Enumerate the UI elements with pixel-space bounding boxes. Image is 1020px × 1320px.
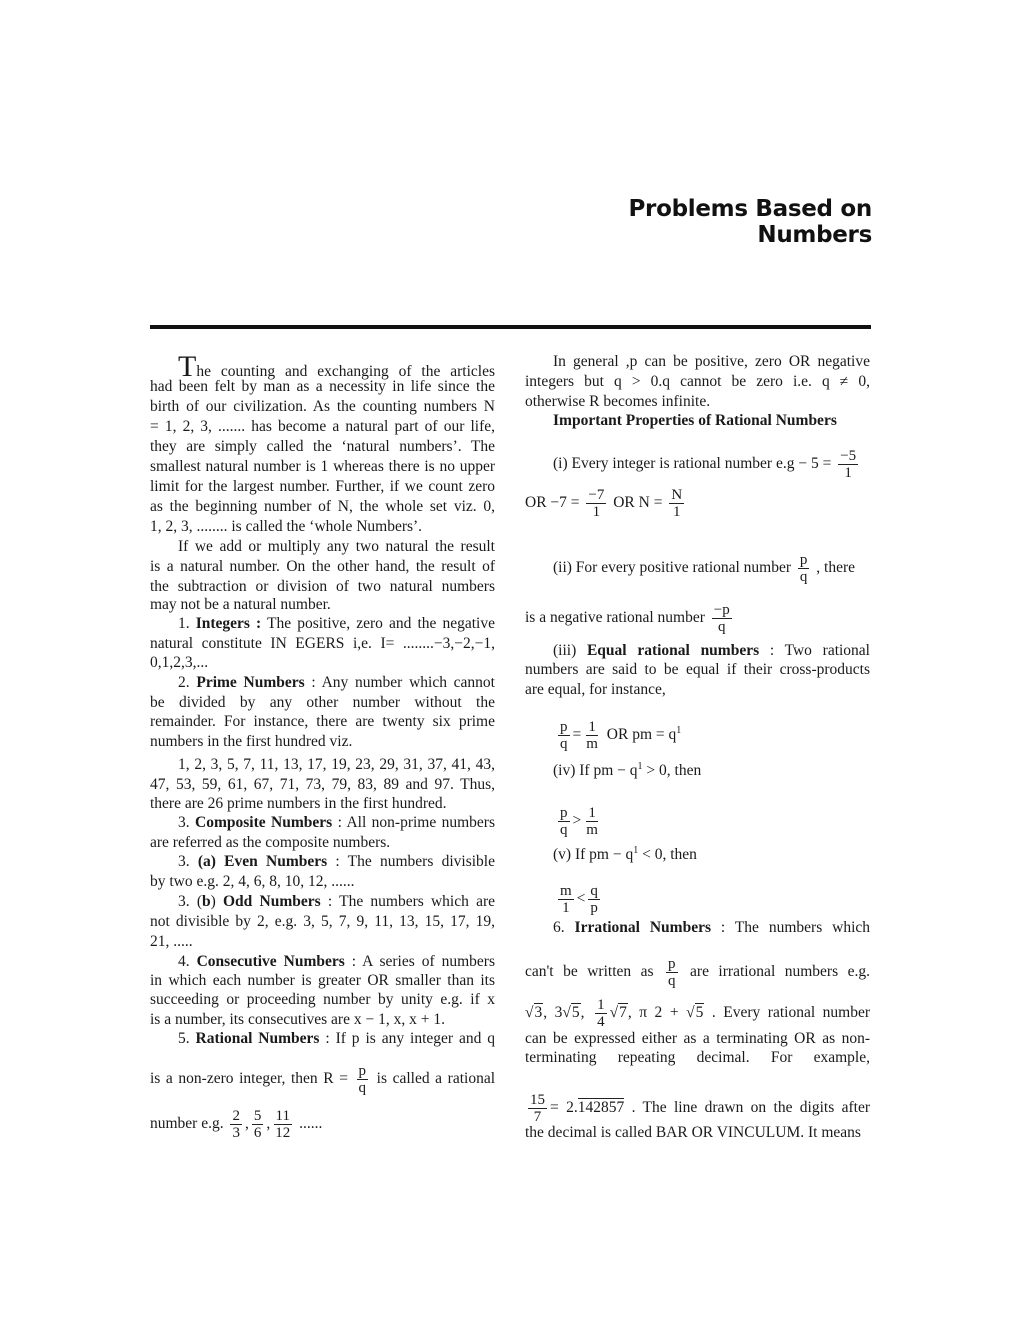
numerator: 2 — [232, 1108, 240, 1124]
text-run: 2. — [178, 674, 197, 691]
fraction — [558, 719, 570, 752]
right-text-line — [525, 487, 870, 520]
text-run: , — [266, 1115, 271, 1133]
text-run: is a negative rational number — [525, 609, 709, 627]
fraction — [666, 956, 678, 989]
text-run: In general ,p can be positive, zero OR negative — [553, 353, 870, 370]
text-run: (iv) If pm − q — [553, 762, 638, 779]
text-run: : The numbers which — [711, 919, 871, 936]
numerator: q — [590, 883, 598, 899]
numerator: 15 — [530, 1092, 545, 1108]
right-text-line — [553, 918, 870, 938]
repeating-decimal: 142857 — [577, 1099, 625, 1117]
left-text-line — [150, 833, 495, 853]
text-run: there are 26 prime numbers in the first hundred. — [150, 795, 447, 812]
text-run: are irrational numbers e.g. — [680, 963, 870, 981]
text-run: . Every rational number — [704, 1004, 870, 1022]
left-text-line — [178, 537, 495, 557]
bold-term: Important Properties of Rational Numbers — [553, 412, 837, 429]
left-text-line — [178, 1029, 495, 1049]
left-text-line — [150, 595, 495, 615]
denominator: 7 — [533, 1109, 542, 1125]
fraction — [230, 1108, 242, 1141]
left-text-line — [150, 653, 495, 673]
left-text-line — [150, 693, 495, 713]
numerator: 1 — [588, 805, 596, 821]
denominator: 6 — [253, 1125, 262, 1141]
text-run: numbers are said to be equal if their cross-products — [525, 661, 870, 678]
right-text-line — [553, 641, 870, 661]
right-text-line — [525, 392, 870, 412]
drop-cap: T — [178, 350, 197, 383]
fraction — [252, 1108, 264, 1141]
denominator: q — [560, 822, 568, 838]
text-run: had been felt by man as a necessity in life since the — [150, 378, 495, 395]
text-run: otherwise R becomes infinite. — [525, 393, 711, 410]
right-text-line — [553, 352, 870, 372]
denominator: 1 — [562, 900, 570, 916]
denominator: 1 — [673, 504, 681, 520]
bold-term: Rational Numbers — [195, 1030, 320, 1047]
text-run: not divisible by 2, e.g. 3, 5, 7, 9, 11, 13, 15, 17, 19, — [150, 913, 495, 930]
numerator: N — [671, 487, 683, 503]
left-text-line — [178, 952, 495, 972]
right-text-line — [525, 1029, 870, 1049]
left-text-line — [178, 673, 495, 693]
bold-term: Consecutive Numbers — [196, 953, 345, 970]
denominator: m — [586, 822, 598, 838]
fraction — [669, 487, 684, 520]
right-text-line — [525, 956, 870, 989]
fraction — [838, 448, 858, 481]
text-run: is a non-zero integer, then R = — [150, 1070, 354, 1088]
left-text-line — [150, 932, 495, 952]
numerator: −p — [713, 602, 730, 618]
left-text-line — [150, 971, 495, 991]
fraction — [712, 602, 732, 635]
numerator: m — [560, 883, 572, 899]
text-run: limit for the largest number. Further, if we count zero — [150, 478, 495, 495]
text-run: are referred as the composite numbers. — [150, 834, 391, 851]
bold-term: Composite Numbers — [195, 814, 333, 831]
text-run: as the beginning number of N, the whole set viz. 0, — [150, 498, 495, 515]
left-text-line — [178, 350, 495, 383]
numerator: 5 — [253, 1108, 262, 1124]
text-run: 4. — [178, 953, 197, 970]
text-run: (iii) — [553, 642, 587, 659]
denominator: q — [799, 569, 808, 585]
right-text-line — [553, 411, 870, 431]
right-text-line — [525, 1123, 870, 1143]
text-run: : If p is any integer and q — [319, 1030, 495, 1047]
right-text-line — [555, 719, 870, 752]
left-text-line — [150, 1108, 495, 1141]
fraction — [798, 552, 810, 585]
text-run: integers but q > 0.q cannot be zero i.e. q ≠ 0, — [525, 373, 870, 390]
right-text-line — [525, 660, 870, 680]
text-run: remainder. For instance, there are twenty six prime — [150, 713, 495, 730]
radicand: 3 — [534, 1004, 543, 1022]
bold-term: b — [202, 893, 211, 910]
denominator: q — [358, 1080, 367, 1096]
text-run: OR N = — [609, 494, 667, 512]
square-root: √5 — [686, 1004, 704, 1022]
text-run: 21, ..... — [150, 933, 193, 950]
right-text-line — [553, 845, 870, 865]
denominator: 1 — [844, 465, 852, 481]
radicand: 5 — [571, 1004, 580, 1022]
numerator: p — [358, 1063, 367, 1079]
numerator: 1 — [597, 997, 605, 1013]
text-run: 1, 2, 3, ........ is called the ‘whole Numbers’. — [150, 518, 423, 535]
text-run: , there — [812, 559, 856, 577]
denominator: q — [560, 736, 568, 752]
denominator: 1 — [592, 504, 601, 520]
text-run: natural constitute IN EGERS i,e. I= ........−3,−2,−1, — [150, 635, 495, 652]
text-run: numbers in the first hundred viz. — [150, 733, 353, 750]
left-text-line — [150, 397, 495, 417]
text-run: be divided by any other number without the — [150, 694, 495, 711]
left-text-line — [150, 872, 495, 892]
text-run: is a natural number. On the other hand, the result of — [150, 558, 495, 575]
text-run: , π 2 + — [627, 1004, 687, 1022]
text-run: 6. — [553, 919, 575, 936]
text-run: : A series of numbers — [344, 953, 495, 970]
left-text-line — [150, 634, 495, 654]
text-run: birth of our civilization. As the counting numbers N — [150, 398, 495, 415]
radicand: 5 — [695, 1004, 704, 1022]
left-text-line — [150, 732, 495, 752]
left-text-line — [150, 990, 495, 1010]
denominator: p — [590, 900, 598, 916]
text-run: 5. — [178, 1030, 196, 1047]
left-text-line — [178, 813, 495, 833]
left-text-line — [150, 794, 495, 814]
text-run: succeeding or proceeding number by unity e.g. if x — [150, 991, 495, 1008]
square-root: √5 — [562, 1004, 580, 1022]
text-run: number e.g. — [150, 1115, 228, 1133]
text-run: in which each number is greater OR smaller than its — [150, 972, 495, 989]
text-run: are equal, for instance, — [525, 681, 666, 698]
radicand: 7 — [619, 1004, 627, 1022]
text-run: OR pm = q — [602, 726, 677, 744]
left-text-line — [150, 912, 495, 932]
right-text-line — [525, 997, 870, 1030]
text-run: = — [572, 726, 582, 744]
fraction — [273, 1108, 292, 1141]
numerator: 1 — [588, 719, 596, 735]
bold-term: Equal rational numbers — [586, 642, 760, 659]
right-text-line — [525, 1048, 870, 1068]
left-text-line — [150, 1063, 495, 1096]
fraction — [357, 1063, 369, 1096]
text-run: (ii) For every positive rational number — [553, 559, 795, 577]
text-run: OR −7 = — [525, 494, 584, 512]
text-run: the subtraction or division of two natural numbers — [150, 578, 495, 595]
fraction — [588, 883, 600, 916]
text-run: may not be a natural number. — [150, 596, 331, 613]
text-run: : All non-prime numbers — [332, 814, 496, 831]
numerator: −5 — [840, 448, 857, 464]
text-run: is a number, its consecutives are x − 1, x, x + 1. — [150, 1011, 445, 1028]
numerator: −7 — [588, 487, 605, 503]
denominator: 4 — [597, 1014, 605, 1030]
fraction — [558, 883, 574, 916]
left-text-line — [178, 892, 495, 912]
numerator: p — [560, 719, 568, 735]
left-text-line — [150, 377, 495, 397]
text-run: 1. — [178, 615, 196, 632]
text-run: they are simply called the ‘natural numbers’. The — [150, 438, 495, 455]
text-run: The positive, zero and the negative — [261, 615, 495, 632]
text-run: > — [572, 812, 582, 830]
left-text-line — [150, 457, 495, 477]
title-divider — [150, 325, 871, 329]
right-text-line — [555, 883, 870, 916]
numerator: p — [799, 552, 808, 568]
numerator: p — [560, 805, 568, 821]
text-run: > 0, then — [642, 762, 702, 779]
text-run: < — [576, 890, 586, 908]
left-text-line — [150, 577, 495, 597]
right-text-line — [553, 761, 870, 781]
text-run: he counting and exchanging of the articles — [196, 363, 495, 380]
denominator: 3 — [232, 1125, 240, 1141]
right-text-line — [525, 372, 870, 392]
left-text-line — [178, 614, 495, 634]
denominator: q — [668, 973, 676, 989]
text-run: If we add or multiply any two natural the result — [178, 538, 495, 555]
left-text-line — [150, 497, 495, 517]
text-run: the decimal is called BAR OR VINCULUM. It means — [525, 1124, 861, 1141]
bold-term: Prime Numbers — [196, 674, 305, 691]
left-text-line — [150, 517, 495, 537]
text-run: : Any number which cannot — [304, 674, 495, 691]
text-run: can't be written as — [525, 963, 664, 981]
fraction — [528, 1092, 547, 1125]
text-run: ...... — [295, 1115, 323, 1133]
superscript: 1 — [637, 760, 643, 772]
left-text-line — [150, 477, 495, 497]
fraction — [586, 487, 606, 520]
right-text-line — [553, 552, 870, 585]
text-run: 0,1,2,3,... — [150, 654, 209, 671]
right-text-line — [555, 805, 870, 838]
text-run: smallest natural number is 1 whereas there is no upper — [150, 458, 495, 475]
text-run: (v) If pm − q — [553, 846, 634, 863]
right-text-line — [525, 1092, 870, 1125]
left-text-line — [150, 437, 495, 457]
superscript: 1 — [633, 844, 639, 856]
numerator: p — [668, 956, 676, 972]
text-run: by two e.g. 2, 4, 6, 8, 10, 12, ...... — [150, 873, 355, 890]
right-text-line — [525, 680, 870, 700]
left-text-line — [150, 712, 495, 732]
denominator: 12 — [275, 1125, 291, 1141]
text-run: 47, 53, 59, 61, 67, 71, 73, 79, 83, 89 and 97. Thus, — [150, 776, 495, 793]
left-text-line — [178, 755, 495, 775]
left-text-line — [150, 775, 495, 795]
denominator: m — [586, 736, 598, 752]
text-run: : Two rational — [759, 642, 870, 659]
text-run: 1, 2, 3, 5, 7, 11, 13, 17, 19, 23, 29, 31, 37, 41, 43, — [178, 756, 495, 773]
chapter-title: Problems Based on Numbers — [628, 196, 872, 248]
square-root: √3 — [525, 1004, 543, 1022]
fraction — [558, 805, 570, 838]
fraction — [595, 997, 607, 1030]
bold-term: Integers : — [195, 615, 262, 632]
text-run: 3. ( — [178, 893, 202, 910]
text-run: terminating repeating decimal. For example, — [525, 1049, 870, 1066]
text-run: 3. — [178, 853, 198, 870]
text-run: 3. — [178, 814, 196, 831]
text-run: (i) Every integer is rational number e.g − 5 = — [553, 455, 836, 473]
left-text-line — [150, 417, 495, 437]
bold-term: (a) Even Numbers — [197, 853, 328, 870]
square-root: √7 — [609, 1004, 627, 1022]
text-run: . The line drawn on the digits after — [624, 1099, 870, 1117]
text-run: = 1, 2, 3, ....... has become a natural part of our life, — [150, 418, 495, 435]
left-text-line — [178, 852, 495, 872]
text-run: : The numbers divisible — [327, 853, 495, 870]
text-run: , — [580, 1004, 593, 1022]
superscript: 1 — [676, 724, 682, 736]
text-run: , — [244, 1115, 249, 1133]
right-text-line — [525, 602, 870, 635]
left-text-line — [150, 557, 495, 577]
right-text-line — [553, 448, 870, 481]
left-text-line — [150, 1010, 495, 1030]
text-run: , 3 — [543, 1004, 563, 1022]
denominator: q — [718, 619, 726, 635]
text-run: < 0, then — [638, 846, 697, 863]
text-run: = 2. — [550, 1099, 578, 1117]
bold-term: Odd Numbers — [223, 893, 321, 910]
bold-term: Irrational Numbers — [574, 919, 712, 936]
fraction — [584, 719, 600, 752]
text-run: can be expressed either as a terminating OR as non- — [525, 1030, 870, 1047]
text-run: ) — [210, 893, 223, 910]
text-run: is called a rational — [371, 1070, 495, 1088]
text-run: : The numbers which are — [320, 893, 495, 910]
fraction — [584, 805, 600, 838]
numerator: 11 — [275, 1108, 290, 1124]
